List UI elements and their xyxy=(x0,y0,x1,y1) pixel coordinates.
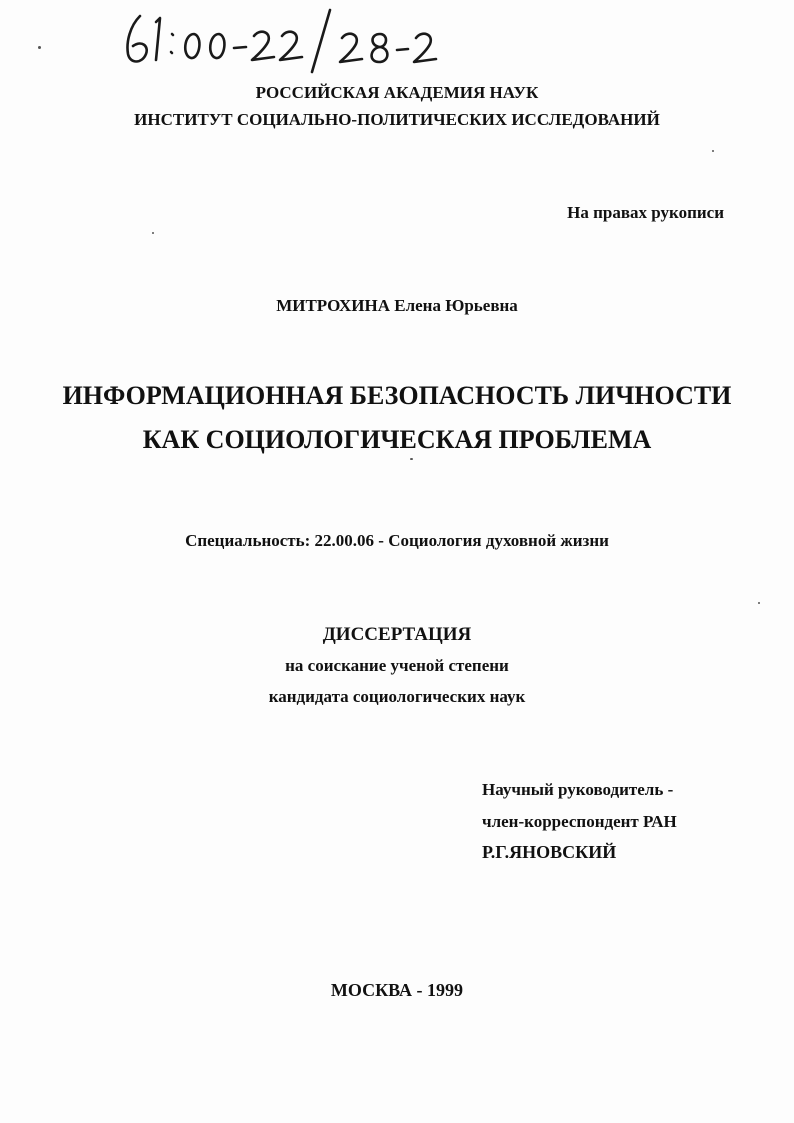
scan-speck xyxy=(410,458,413,460)
handwritten-catalog-number xyxy=(118,4,448,76)
scan-speck xyxy=(38,46,41,49)
scan-speck xyxy=(758,602,760,604)
manuscript-note: На правах рукописи xyxy=(567,203,724,222)
city-year: МОСКВА - 1999 xyxy=(330,980,464,1000)
dissertation-heading: ДИССЕРТАЦИЯ xyxy=(322,624,472,645)
degree-line-2: кандидата социологических наук xyxy=(268,687,526,706)
supervisor-name: Р.Г.ЯНОВСКИЙ xyxy=(482,842,617,862)
thesis-title-line-1: ИНФОРМАЦИОННАЯ БЕЗОПАСНОСТЬ ЛИЧНОСТИ xyxy=(62,381,732,410)
author-name: МИТРОХИНА Елена Юрьевна xyxy=(276,296,518,315)
thesis-title-line-2: КАК СОЦИОЛОГИЧЕСКАЯ ПРОБЛЕМА xyxy=(142,425,652,454)
handwritten-number-text: 61:00-22/28-2 xyxy=(118,74,124,75)
degree-line-1: на соискание ученой степени xyxy=(285,656,509,675)
supervisor-rank: член-корреспондент РАН xyxy=(482,812,677,831)
academy-name: РОССИЙСКАЯ АКАДЕМИЯ НАУК xyxy=(255,83,539,102)
specialty: Специальность: 22.00.06 - Социология духовной жизни xyxy=(185,531,609,550)
supervisor-label: Научный руководитель - xyxy=(482,780,674,799)
scan-speck xyxy=(152,232,154,234)
scan-speck xyxy=(712,150,714,152)
institute-name: ИНСТИТУТ СОЦИАЛЬНО-ПОЛИТИЧЕСКИХ ИССЛЕДОВАНИЙ xyxy=(134,110,660,129)
